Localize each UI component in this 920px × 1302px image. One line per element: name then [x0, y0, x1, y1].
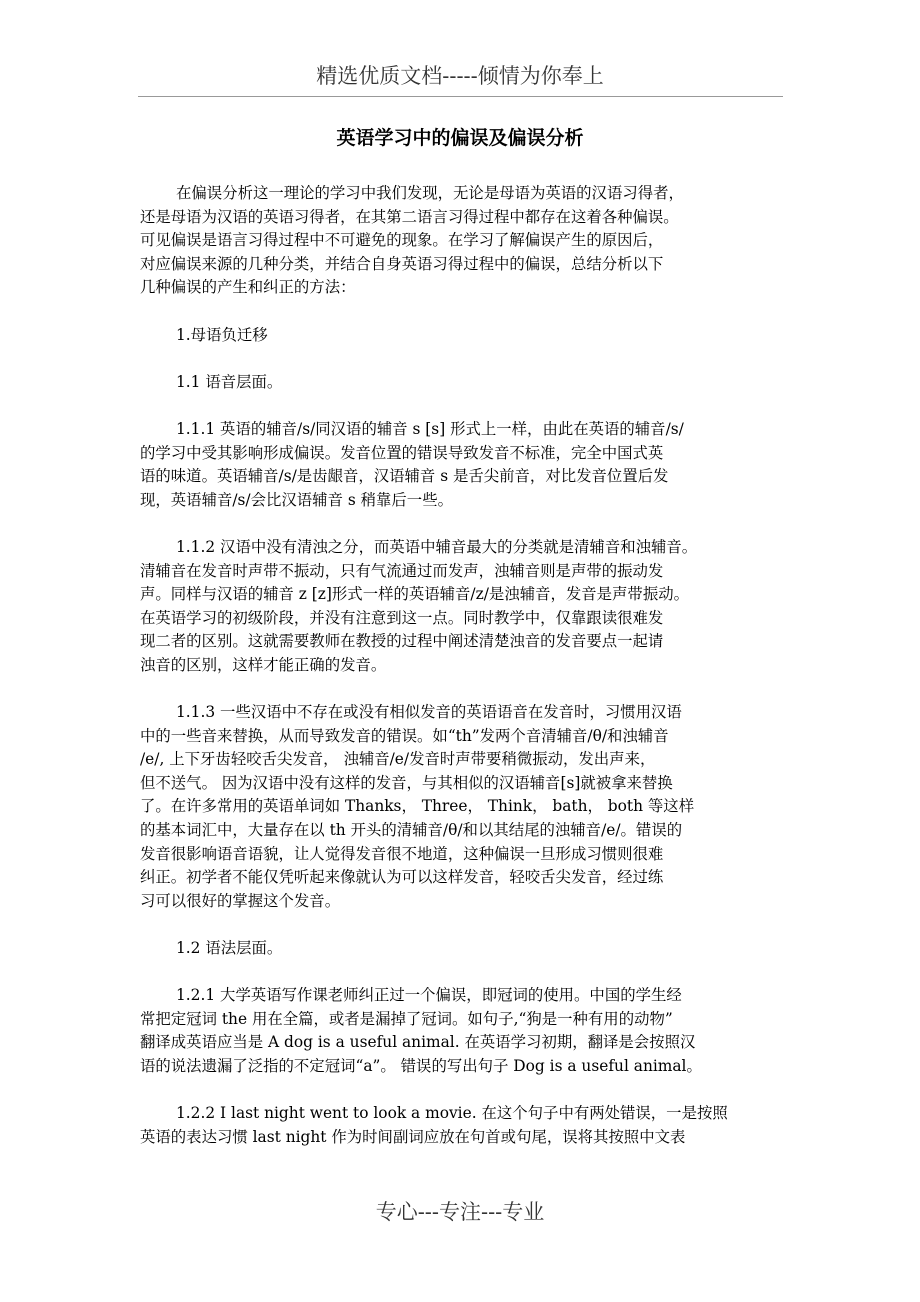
paragraph [140, 701, 785, 913]
paragraph-gap [140, 913, 785, 937]
page-footer: 专心---专注---专业 [375, 1200, 545, 1224]
text-line: 习可以很好的掌握这个发音。 [140, 891, 341, 910]
text-line: 1.2.1 大学英语写作课老师纠正过一个偏误，即冠词的使用。中国的学生经 [176, 986, 682, 1005]
document-title: 英语学习中的偏误及偏误分析 [336, 127, 584, 149]
paragraph [140, 182, 785, 300]
paragraph [140, 418, 785, 512]
header-divider [138, 96, 783, 97]
paragraph [140, 536, 785, 678]
text-line: 1.2 语法层面。 [176, 939, 283, 957]
text-line: 的基本词汇中，大量存在以 th 开头的清辅音/θ/和以其结尾的浊辅音/e/。错误的 [140, 821, 683, 840]
paragraph-gap [140, 1079, 785, 1103]
text-line: 中的一些音来替换，从而导致发音的错误。如“th”发两个音清辅音/θ/和浊辅音 [140, 726, 669, 745]
paragraph [140, 937, 785, 961]
text-line: 但不送气。 因为汉语中没有这样的发音，与其相似的汉语辅音[s]就被拿来替换 [140, 773, 673, 792]
text-line: /e/, 上下牙齿轻咬舌尖发音， 浊辅音/e/发音时声带要稍微振动，发出声来， [140, 750, 656, 769]
text-line: 的学习中受其影响形成偏误。发音位置的错误导致发音不标准，完全中国式英 [140, 443, 664, 462]
text-line: 清辅音在发音时声带不振动，只有气流通过而发声，浊辅音则是声带的振动发 [140, 561, 664, 580]
text-line: 在偏误分析这一理论的学习中我们发现，无论是母语为英语的汉语习得者， [176, 184, 684, 202]
text-line: 1.1 语音层面。 [176, 372, 283, 391]
text-line: 翻译成英语应当是 A dog is a useful animal. 在英语学习初期，翻译是会按照汉 [140, 1033, 696, 1052]
text-line: 在英语学习的初级阶段，并没有注意到这一点。同时教学中，仅靠跟读很难发 [140, 608, 664, 627]
paragraph [140, 324, 785, 348]
text-line: 1.1.1 英语的辅音/s/同汉语的辅音 s [s] 形式上一样，由此在英语的辅音/s/ [176, 419, 684, 438]
text-line: 1.1.3 一些汉语中不存在或没有相似发音的英语语音在发音时，习惯用汉语 [176, 703, 682, 722]
text-line: 现二者的区别。这就需要教师在教授的过程中阐述清楚浊音的发音要点一起请 [140, 632, 664, 651]
text-line: 了。在许多常用的英语单词如 Thanks， Three， Think， bath， both 等这样 [140, 797, 695, 816]
document-body [140, 182, 785, 1149]
text-line: 发音很影响语音语貌，让人觉得发音很不地道，这种偏误一旦形成习惯则很难 [140, 844, 664, 863]
paragraph-gap [140, 677, 785, 701]
paragraph [140, 1102, 785, 1149]
paragraph-gap [140, 512, 785, 536]
paragraph-gap [140, 961, 785, 985]
text-line: 声。同样与汉语的辅音 z [z]形式一样的英语辅音/z/是浊辅音，发音是声带振动。 [140, 585, 689, 604]
paragraph [140, 984, 785, 1078]
paragraph [140, 371, 785, 395]
text-line: 对应偏误来源的几种分类，并结合自身英语习得过程中的偏误，总结分析以下 [140, 254, 664, 273]
text-line: 语的说法遗漏了泛指的不定冠词“a”。 错误的写出句子 Dog is a useful animal。 [140, 1056, 702, 1075]
paragraph-gap [140, 394, 785, 418]
text-line: 英语的表达习惯 last night 作为时间副词应放在句首或句尾，误将其按照中文表 [140, 1127, 686, 1146]
text-line: 1.1.2 汉语中没有清浊之分，而英语中辅音最大的分类就是清辅音和浊辅音。 [176, 537, 698, 556]
text-line: 常把定冠词 the 用在全篇，或者是漏掉了冠词。如句子,“狗是一种有用的动物” [140, 1009, 673, 1028]
text-line: 纠正。初学者不能仅凭听起来像就认为可以这样发音，轻咬舌尖发音，经过练 [140, 868, 664, 887]
text-line: 1.2.2 I last night went to look a movie. 在这个句子中有两处错误，一是按照 [176, 1104, 728, 1123]
text-line: 可见偏误是语言习得过程中不可避免的现象。在学习了解偏误产生的原因后， [140, 231, 664, 250]
paragraph-gap [140, 300, 785, 324]
paragraph-gap [140, 347, 785, 371]
text-line: 几种偏误的产生和纠正的方法： [140, 278, 356, 297]
text-line: 1.母语负迁移 [176, 325, 268, 344]
text-line: 语的味道。英语辅音/s/是齿龈音，汉语辅音 s 是舌尖前音，对比发音位置后发 [140, 467, 669, 486]
text-line: 还是母语为汉语的英语习得者，在其第二语言习得过程中都存在这着各种偏误。 [140, 207, 679, 226]
page-header: 精选优质文档-----倾情为你奉上 [316, 64, 604, 88]
text-line: 浊音的区别，这样才能正确的发音。 [140, 655, 387, 674]
text-line: 现，英语辅音/s/会比汉语辅音 s 稍靠后一些。 [140, 490, 453, 509]
